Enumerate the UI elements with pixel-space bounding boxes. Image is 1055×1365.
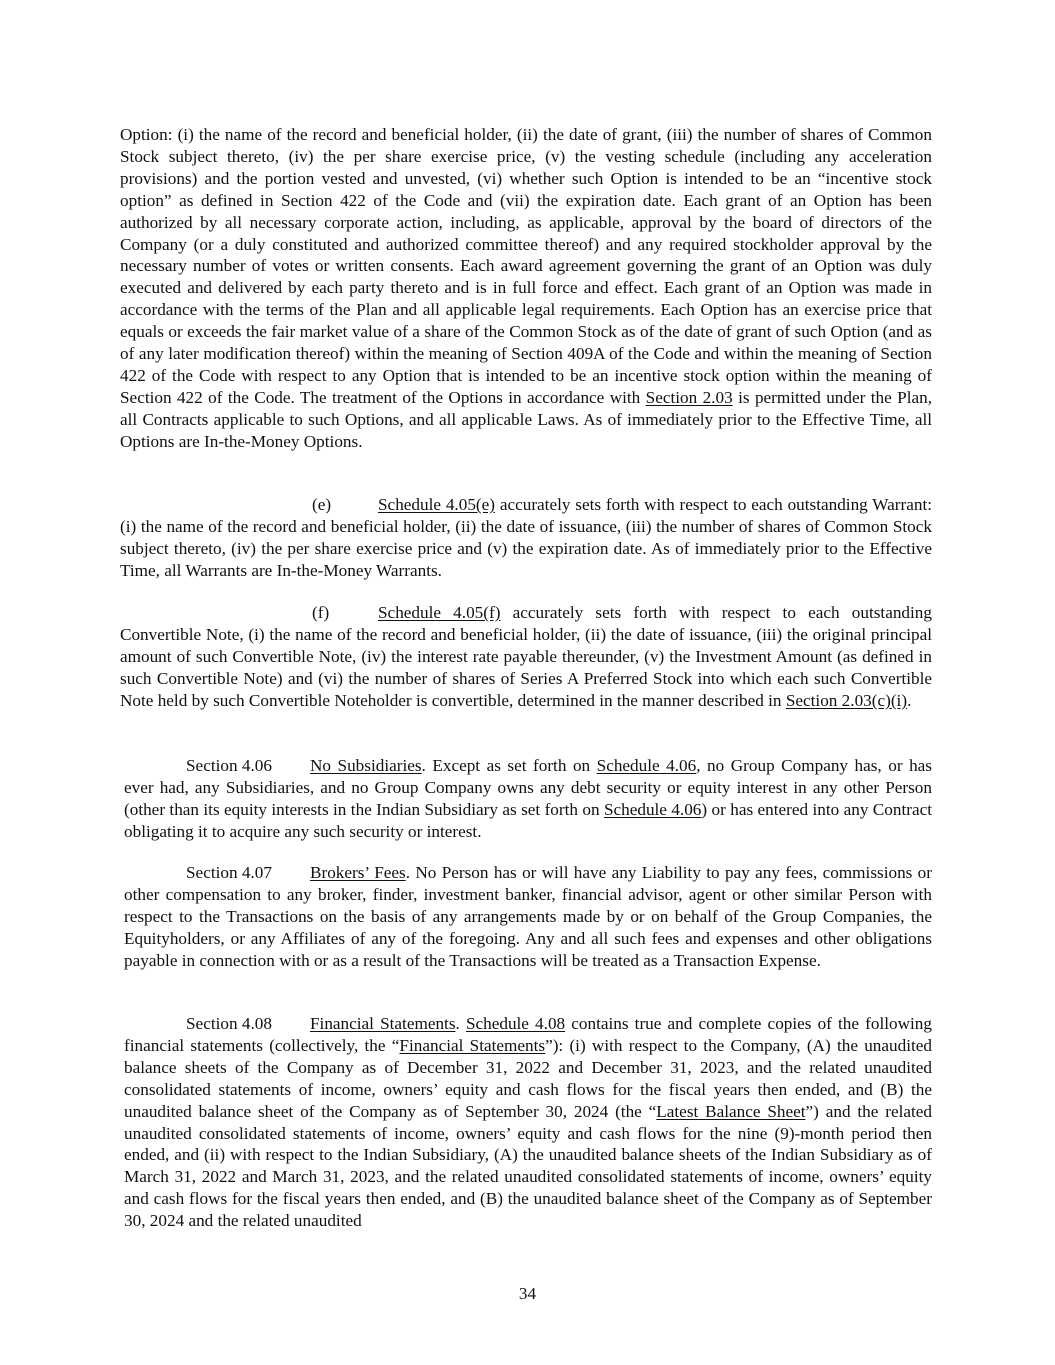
section-2-03ci-reference: Section 2.03(c)(i) [785,690,908,710]
section-4-08-text3: ”): (i) with respect to the Company, (A) the unaudited balance sheets of the Company as of December 31, 2022 and December 31, 2023, and the related unaudited consolidated statements of income, owners’ equity and cash flows for the fiscal years then ended, and (B) the unaudited balance sheet of the Company as of September 30, 2024 (the “ [124,1035,932,1121]
schedule-4-06-reference: Schedule 4.06 [596,756,697,775]
latest-balance-sheet-term: Latest Balance Sheet [656,1101,806,1121]
section-4-08 [124,1013,932,1232]
section-4-08-text2: contains true and complete copies of the following financial statements (collectively, the “ [124,1014,932,1055]
section-4-08-text4: ”) and the related unaudited consolidated statements of income, owners’ equity and cash flows for the nine (9)-month period then ended, and (ii) with respect to the Indian Subsidiary, (A) the unaudited balance sheets of the Indian Subsidiary as of March 31, 2022 and March 31, 2023, and the related unaudited consolidated statements of income, owners’ equity and cash flows for the fiscal years then ended, and (B) the unaudited balance sheet of the Company as of September 30, 2024 and the related unaudited [124,1101,932,1231]
section-4-06-text1: . Except as set forth on [421,756,597,775]
option-text-part2: is permitted under the Plan, all Contracts applicable to such Options, and all applicable Laws. As of immediately prior to the Effective Time, all Options are In-the-Money Options. [120,387,932,451]
section-4-08-text1: . [455,1014,466,1033]
section-4-06-text2: , no Group Company has, or has ever had, any Subsidiaries, and no Group Company owns any debt security or equity interest in any other Person (other than its equity interests in the Indian Subsidiary as set forth on [124,756,932,819]
schedule-4-08-reference: Schedule 4.08 [465,1014,566,1033]
schedule-4-05e-reference: Schedule 4.05(e) [378,495,495,514]
section-4-08-title: Financial Statements [310,1014,456,1033]
section-4-06 [124,755,932,843]
paragraph-f [120,602,932,712]
section-4-08-number: Section 4.08 [186,1014,272,1033]
option-text-part1: Option: (i) the name of the record and beneficial holder, (ii) the date of grant, (iii) the number of shares of Common Stock subject thereto, (iv) the per share exercise price, (v) the vesting schedule (including any acceleration provisions) and the portion vested and unvested, (vi) whether such Option is intended to be an “incentive stock option” as defined in Section 422 of the Code and (vii) the expiration date. Each grant of an Option has been authorized by all necessary corporate action, including, as applicable, approval by the board of directors of the Company (or a duly constituted and authorized committee thereof) and any required stockholder approval by the necessary number of votes or written consents. Each award agreement governing the grant of an Option was duly executed and delivered by each party thereto and is in full force and effect. Each grant of an Option was made in accordance with the terms of the Plan and all applicable legal requirements. Each Option has an exercise price that equals or exceeds the fair market value of a share of the Common Stock as of the date of grant of such Option (and as of any later modification thereof) within the meaning of Section 409A of the Code and within the meaning of Section 422 of the Code with respect to any Option that is intended to be an incentive stock option within the meaning of Section 422 of the Code. The treatment of the Options in accordance with [120,125,932,407]
section-4-06-title: No Subsidiaries [310,756,422,775]
paragraph-f-end: . [907,690,912,710]
section-2-03-reference: Section 2.03 [645,387,733,407]
section-4-06-number: Section 4.06 [186,756,272,775]
section-4-07-title: Brokers’ Fees [310,863,406,882]
section-4-07-text: . No Person has or will have any Liability to pay any fees, commissions or other compensation to any broker, finder, investment banker, financial advisor, agent or other similar Person with respect to the Transactions on the basis of any arrangements made by or on behalf of the Group Companies, the Equityholders, or any Affiliates of any of the foregoing. Any and all such fees and expenses and other obligations payable in connection with or as a result of the Transactions will be treated as a Transaction Expense. [124,863,933,970]
paragraph-f-text: accurately sets forth with respect to each outstanding Convertible Note, (i) the name of the record and beneficial holder, (ii) the date of issuance, (iii) the original principal amount of such Convertible Note, (iv) the interest rate payable thereunder, (v) the Investment Amount (as defined in such Convertible Note) and (vi) the number of shares of Series A Preferred Stock into which each such Convertible Note held by such Convertible Noteholder is convertible, determined in the manner described in [120,603,932,710]
section-4-07-number: Section 4.07 [186,863,272,882]
schedule-4-06-reference-2: Schedule 4.06 [603,799,702,819]
page-number: 34 [518,1284,537,1303]
option-paragraph [120,124,932,453]
paragraph-e-text: accurately sets forth with respect to each outstanding Warrant: (i) the name of the record and beneficial holder, (ii) the date of issuance, (iii) the number of shares of Common Stock subject thereto, (iv) the per share exercise price and (v) the expiration date. As of immediately prior to the Effective Time, all Warrants are In-the-Money Warrants. [120,495,932,580]
section-4-06-text3: ) or has entered into any Contract obligating it to acquire any such security or interest. [124,799,932,841]
schedule-4-05f-reference: Schedule 4.05(f) [378,603,501,622]
paragraph-e [120,494,932,582]
section-4-07 [124,862,932,972]
paragraph-f-label: (f) [312,603,330,622]
paragraph-e-label: (e) [312,495,332,514]
financial-statements-term: Financial Statements [399,1035,546,1055]
